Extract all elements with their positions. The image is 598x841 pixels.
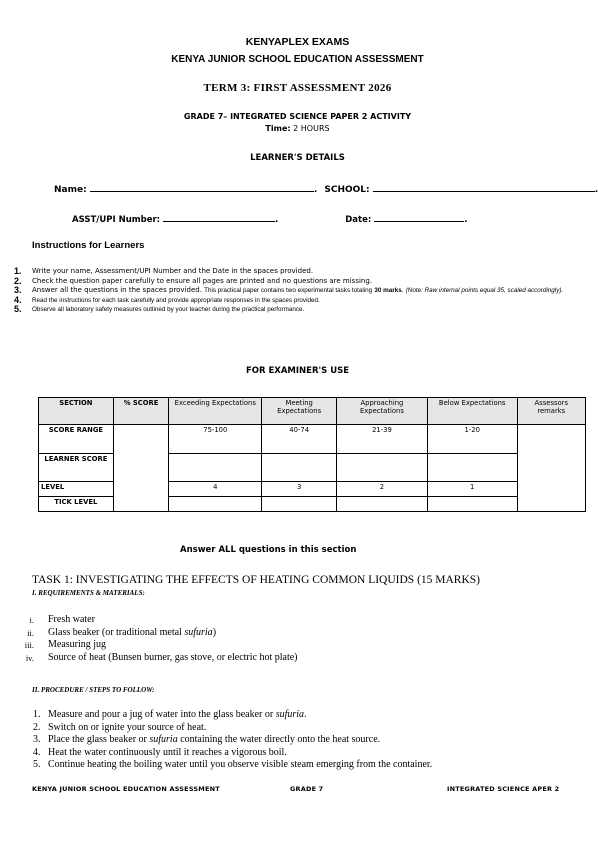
item-text: Fresh water: [48, 614, 95, 625]
time-label: Time:: [265, 124, 291, 133]
item-text: Measuring jug: [48, 639, 107, 650]
school-field[interactable]: [373, 182, 595, 192]
procedure-step: [0, 734, 595, 747]
instruction-number: 5.: [14, 304, 22, 314]
procedure-step: [0, 759, 595, 772]
step-text: Switch on or ignite your source of heat.: [48, 721, 207, 733]
exam-org: KENYAPLEX EXAMS: [245, 36, 350, 48]
item-text: Source of heat (Bunsen burner, gas stove, or electric hot plate): [48, 651, 298, 663]
level-approaching: 2: [337, 482, 428, 497]
step-text: Continue heating the boiling water until you observe visible steam emerging from the container.: [48, 759, 433, 770]
step-number: 3.: [33, 734, 41, 745]
asst-label: ASST/UPI Number:: [72, 215, 161, 225]
instruction-note: (Note: Raw internal points equal 35, scaled accordingly).: [405, 287, 564, 294]
percent-score-cell[interactable]: [113, 425, 169, 512]
footer-right: INTEGRATED SCIENCE APER 2: [447, 785, 560, 793]
materials-list: [0, 614, 595, 664]
instruction-number: 2.: [14, 275, 22, 286]
header-exceeding: Exceeding Expectations: [169, 398, 262, 425]
learner-score-approaching[interactable]: [337, 454, 428, 482]
section-instruction: Answer ALL questions in this section: [180, 545, 357, 555]
level-exceeding: 4: [169, 482, 262, 497]
header-assessors-remarks: Assessors remarks: [517, 398, 585, 425]
header-below: Below Expectations: [427, 398, 517, 425]
item-number: iv.: [25, 652, 34, 663]
tick-level-meeting[interactable]: [262, 497, 337, 512]
header-meeting: Meeting Expectations: [262, 398, 337, 425]
instruction-item: [14, 267, 574, 277]
examiner-table: [38, 397, 586, 512]
time-line: [0, 124, 595, 133]
step-number: 2.: [33, 721, 41, 733]
instruction-text: Answer all the questions in the spaces provided.: [32, 286, 202, 294]
examiner-use-title: FOR EXAMINER'S USE: [245, 366, 350, 376]
name-field-dot: .: [313, 185, 318, 195]
instruction-item: [14, 305, 574, 315]
item-after: ): [212, 626, 217, 638]
table-header-row: [39, 398, 586, 425]
instruction-item: [14, 296, 574, 306]
assessment-title: KENYA JUNIOR SCHOOL EDUCATION ASSESSMENT: [171, 54, 424, 65]
list-item: [0, 652, 595, 665]
instruction-text: Observe all laboratory safety measures outlined by your teacher during the practical performance.: [32, 306, 305, 313]
row-label: LEARNER SCORE: [39, 454, 114, 482]
item-text: Glass beaker (or traditional metal: [48, 626, 185, 638]
date-label: Date:: [345, 215, 372, 225]
list-item: [0, 627, 595, 640]
asst-field-dot: .: [275, 215, 279, 225]
tick-level-below[interactable]: [427, 497, 517, 512]
item-emphasis: sufuria: [184, 626, 213, 638]
subject-title: GRADE 7– INTEGRATED SCIENCE PAPER 2 ACTIVITY: [183, 112, 412, 121]
step-number: 4.: [33, 746, 41, 758]
score-range-approaching: 21-39: [337, 425, 428, 454]
learner-score-meeting[interactable]: [262, 454, 337, 482]
date-field-dot: .: [464, 215, 468, 225]
header-percent-score: % SCORE: [113, 398, 169, 425]
score-range-exceeding: 75-100: [169, 425, 262, 454]
name-school-row: [54, 182, 598, 195]
level-meeting: 3: [262, 482, 337, 497]
step-number: 5.: [33, 759, 41, 770]
requirements-title: I. REQUIREMENTS & MATERIALS:: [32, 589, 145, 597]
term-title: TERM 3: FIRST ASSESSMENT 2026: [203, 82, 392, 94]
step-text: Heat the water continuously until it reaches a vigorous boil.: [48, 746, 287, 758]
learner-score-exceeding[interactable]: [169, 454, 262, 482]
list-item: [0, 614, 595, 627]
instructions-list: [14, 267, 574, 315]
learner-score-below[interactable]: [427, 454, 517, 482]
score-range-below: 1-20: [427, 425, 517, 454]
level-below: 1: [427, 482, 517, 497]
procedure-title: II. PROCEDURE / STEPS TO FOLLOW:: [32, 686, 155, 694]
table-row-score-range: [39, 425, 586, 454]
tick-level-approaching[interactable]: [337, 497, 428, 512]
row-label: SCORE RANGE: [39, 425, 114, 454]
instruction-text: Check the question paper carefully to ensure all pages are printed and no questions are missing.: [32, 276, 373, 285]
item-number: iii.: [24, 640, 34, 650]
step-number: 1.: [33, 709, 41, 720]
instruction-text: Read the instructions for each task carefully and provide appropriate responses in the spaces provided.: [32, 296, 320, 304]
step-text: Measure and pour a jug of water into the glass beaker or: [48, 709, 276, 720]
instruction-number: 4.: [14, 294, 22, 305]
task1-title: TASK 1: INVESTIGATING THE EFFECTS OF HEATING COMMON LIQUIDS (15 MARKS): [32, 574, 481, 586]
name-label: Name:: [54, 185, 87, 195]
footer-left: KENYA JUNIOR SCHOOL EDUCATION ASSESSMENT: [32, 785, 220, 793]
footer-center: GRADE 7: [290, 785, 324, 793]
school-label: SCHOOL:: [324, 185, 370, 195]
instruction-item: 3. Answer all the questions in the spaces provided. This practical paper contains two experimental tasks totaling 30 marks. (Note: Raw internal points equal 35, scaled accordingly).: [14, 285, 564, 295]
step-emphasis: sufuria: [149, 734, 178, 745]
tick-level-exceeding[interactable]: [169, 497, 262, 512]
header-approaching: Approaching Expectations: [337, 398, 428, 425]
step-after: containing the water directly onto the heat source.: [177, 734, 381, 745]
header-section: SECTION: [39, 398, 114, 425]
item-number: i.: [29, 615, 34, 625]
list-item: [0, 639, 595, 652]
instruction-extra: This practical paper contains two experimental tasks totaling: [204, 287, 373, 294]
instruction-text: Write your name, Assessment/UPI Number and the Date in the spaces provided.: [32, 267, 314, 275]
school-field-dot: .: [594, 185, 598, 195]
instruction-marks: 30 marks: [374, 287, 402, 294]
step-emphasis: sufuria: [275, 709, 305, 720]
score-range-meeting: 40-74: [262, 425, 337, 454]
assessors-remarks-cell[interactable]: [517, 425, 585, 512]
step-text: Place the glass beaker or: [48, 734, 150, 745]
time-value: 2 HOURS: [293, 124, 330, 133]
instruction-number: 3.: [14, 285, 22, 295]
instruction-item: [14, 277, 574, 287]
instruction-number: 1.: [14, 266, 22, 276]
learner-details-title: LEARNER'S DETAILS: [250, 153, 345, 163]
row-label: TICK LEVEL: [39, 497, 114, 512]
procedure-step: [0, 722, 595, 735]
asst-upi-field[interactable]: [163, 212, 275, 222]
asst-date-row: [72, 212, 467, 225]
date-field[interactable]: [374, 212, 464, 222]
procedure-steps-list: [0, 709, 595, 772]
procedure-step: [0, 747, 595, 760]
row-label: LEVEL: [39, 482, 114, 497]
step-after: .: [304, 709, 307, 720]
procedure-step: [0, 709, 595, 722]
name-field[interactable]: [90, 182, 314, 192]
item-number: ii.: [27, 627, 34, 638]
instructions-title: Instructions for Learners: [32, 240, 145, 251]
